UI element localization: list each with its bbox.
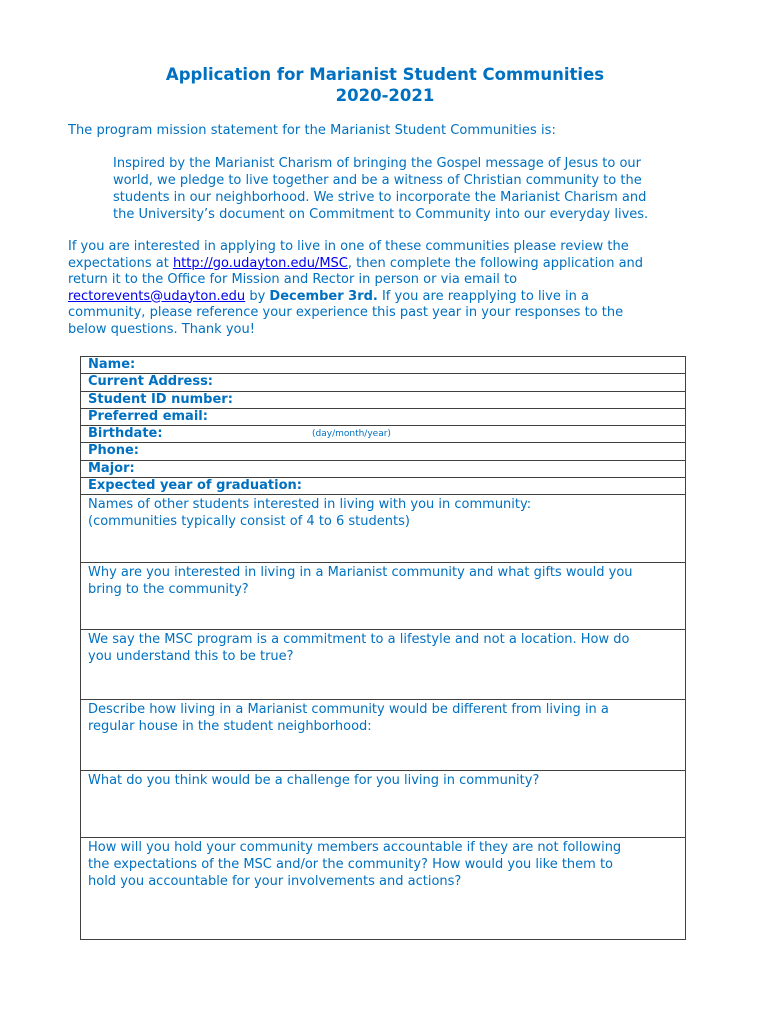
phone-label: Phone: bbox=[88, 443, 139, 459]
title-year: 2020-2021 bbox=[335, 86, 435, 105]
deadline-text: December 3rd. bbox=[269, 288, 378, 304]
name-label: Name: bbox=[88, 357, 136, 372]
mission-line: the University’s document on Commitment to Community into our everyday lives. bbox=[113, 207, 649, 222]
preferred-email-field[interactable] bbox=[81, 409, 685, 426]
mission-statement bbox=[113, 155, 693, 223]
msc-link[interactable]: http://go.udayton.edu/MSC bbox=[172, 255, 348, 271]
name-field[interactable] bbox=[81, 357, 685, 374]
current-address-field[interactable] bbox=[81, 374, 685, 391]
paragraph-line: return it to the Office for Mission and Rector in person or via email to bbox=[68, 272, 518, 287]
mission-line: students in our neighborhood. We strive to incorporate the Marianist Charism and bbox=[113, 190, 647, 205]
question-roommates[interactable] bbox=[81, 495, 685, 563]
question-text: (communities typically consist of 4 to 6 students) bbox=[88, 514, 410, 530]
paragraph-line: community, please reference your experience this past year in your responses to the bbox=[68, 305, 624, 320]
paragraph-line: If you are interested in applying to live in one of these communities please review the bbox=[68, 239, 629, 254]
paragraph-line: below questions. Thank you! bbox=[68, 321, 255, 337]
question-accountability[interactable] bbox=[81, 838, 685, 939]
mission-line: world, we pledge to live together and be a witness of Christian community to the bbox=[113, 173, 642, 188]
question-difference[interactable] bbox=[81, 700, 685, 771]
question-text: Names of other students interested in living with you in community: bbox=[88, 497, 532, 513]
major-label: Major: bbox=[88, 460, 135, 476]
question-text: Why are you interested in living in a Marianist community and what gifts would you bbox=[88, 565, 633, 581]
birthdate-format-hint: (day/month/year) bbox=[312, 429, 391, 440]
title-line: Application for Marianist Student Communities bbox=[165, 65, 605, 84]
student-id-field[interactable] bbox=[81, 392, 685, 409]
birthdate-label: Birthdate: bbox=[88, 426, 163, 442]
phone-field[interactable] bbox=[81, 443, 685, 460]
question-text: bring to the community? bbox=[88, 582, 249, 598]
paragraph-text: , then complete the following application and bbox=[347, 255, 644, 271]
email-link[interactable]: rectorevents@udayton.edu bbox=[68, 288, 246, 304]
student-id-label: Student ID number: bbox=[88, 391, 233, 407]
question-text: What do you think would be a challenge for you living in community? bbox=[88, 773, 540, 789]
intro-text: The program mission statement for the Marianist Student Communities is: bbox=[68, 123, 556, 138]
graduation-year-label: Expected year of graduation: bbox=[88, 478, 302, 494]
question-text: the expectations of the MSC and/or the community? How would you like them to bbox=[88, 857, 614, 873]
major-field[interactable] bbox=[81, 461, 685, 478]
paragraph-text: by bbox=[245, 288, 270, 304]
paragraph-text: If you are reapplying to live in a bbox=[377, 288, 589, 304]
question-challenge[interactable] bbox=[81, 771, 685, 838]
graduation-year-field[interactable] bbox=[81, 478, 685, 495]
question-text: hold you accountable for your involvements and actions? bbox=[88, 873, 462, 889]
question-text: We say the MSC program is a commitment to a lifestyle and not a location. How do bbox=[88, 632, 630, 648]
question-lifestyle[interactable] bbox=[81, 630, 685, 700]
document-title bbox=[0, 64, 770, 106]
mission-line: Inspired by the Marianist Charism of bringing the Gospel message of Jesus to our bbox=[113, 156, 642, 171]
question-text: Describe how living in a Marianist community would be different from living in a bbox=[88, 702, 609, 718]
question-text: regular house in the student neighborhood: bbox=[88, 719, 372, 735]
paragraph-text: expectations at bbox=[68, 255, 173, 271]
question-text: How will you hold your community members accountable if they are not following bbox=[88, 840, 622, 856]
instructions-paragraph bbox=[68, 239, 698, 338]
current-address-label: Current Address: bbox=[88, 374, 214, 390]
birthdate-field[interactable] bbox=[81, 426, 685, 443]
paragraph-line bbox=[68, 289, 698, 306]
paragraph-line bbox=[68, 256, 698, 273]
question-text: you understand this to be true? bbox=[88, 649, 294, 665]
preferred-email-label: Preferred email: bbox=[88, 408, 208, 424]
question-interest[interactable] bbox=[81, 563, 685, 630]
application-form-table bbox=[80, 356, 686, 940]
